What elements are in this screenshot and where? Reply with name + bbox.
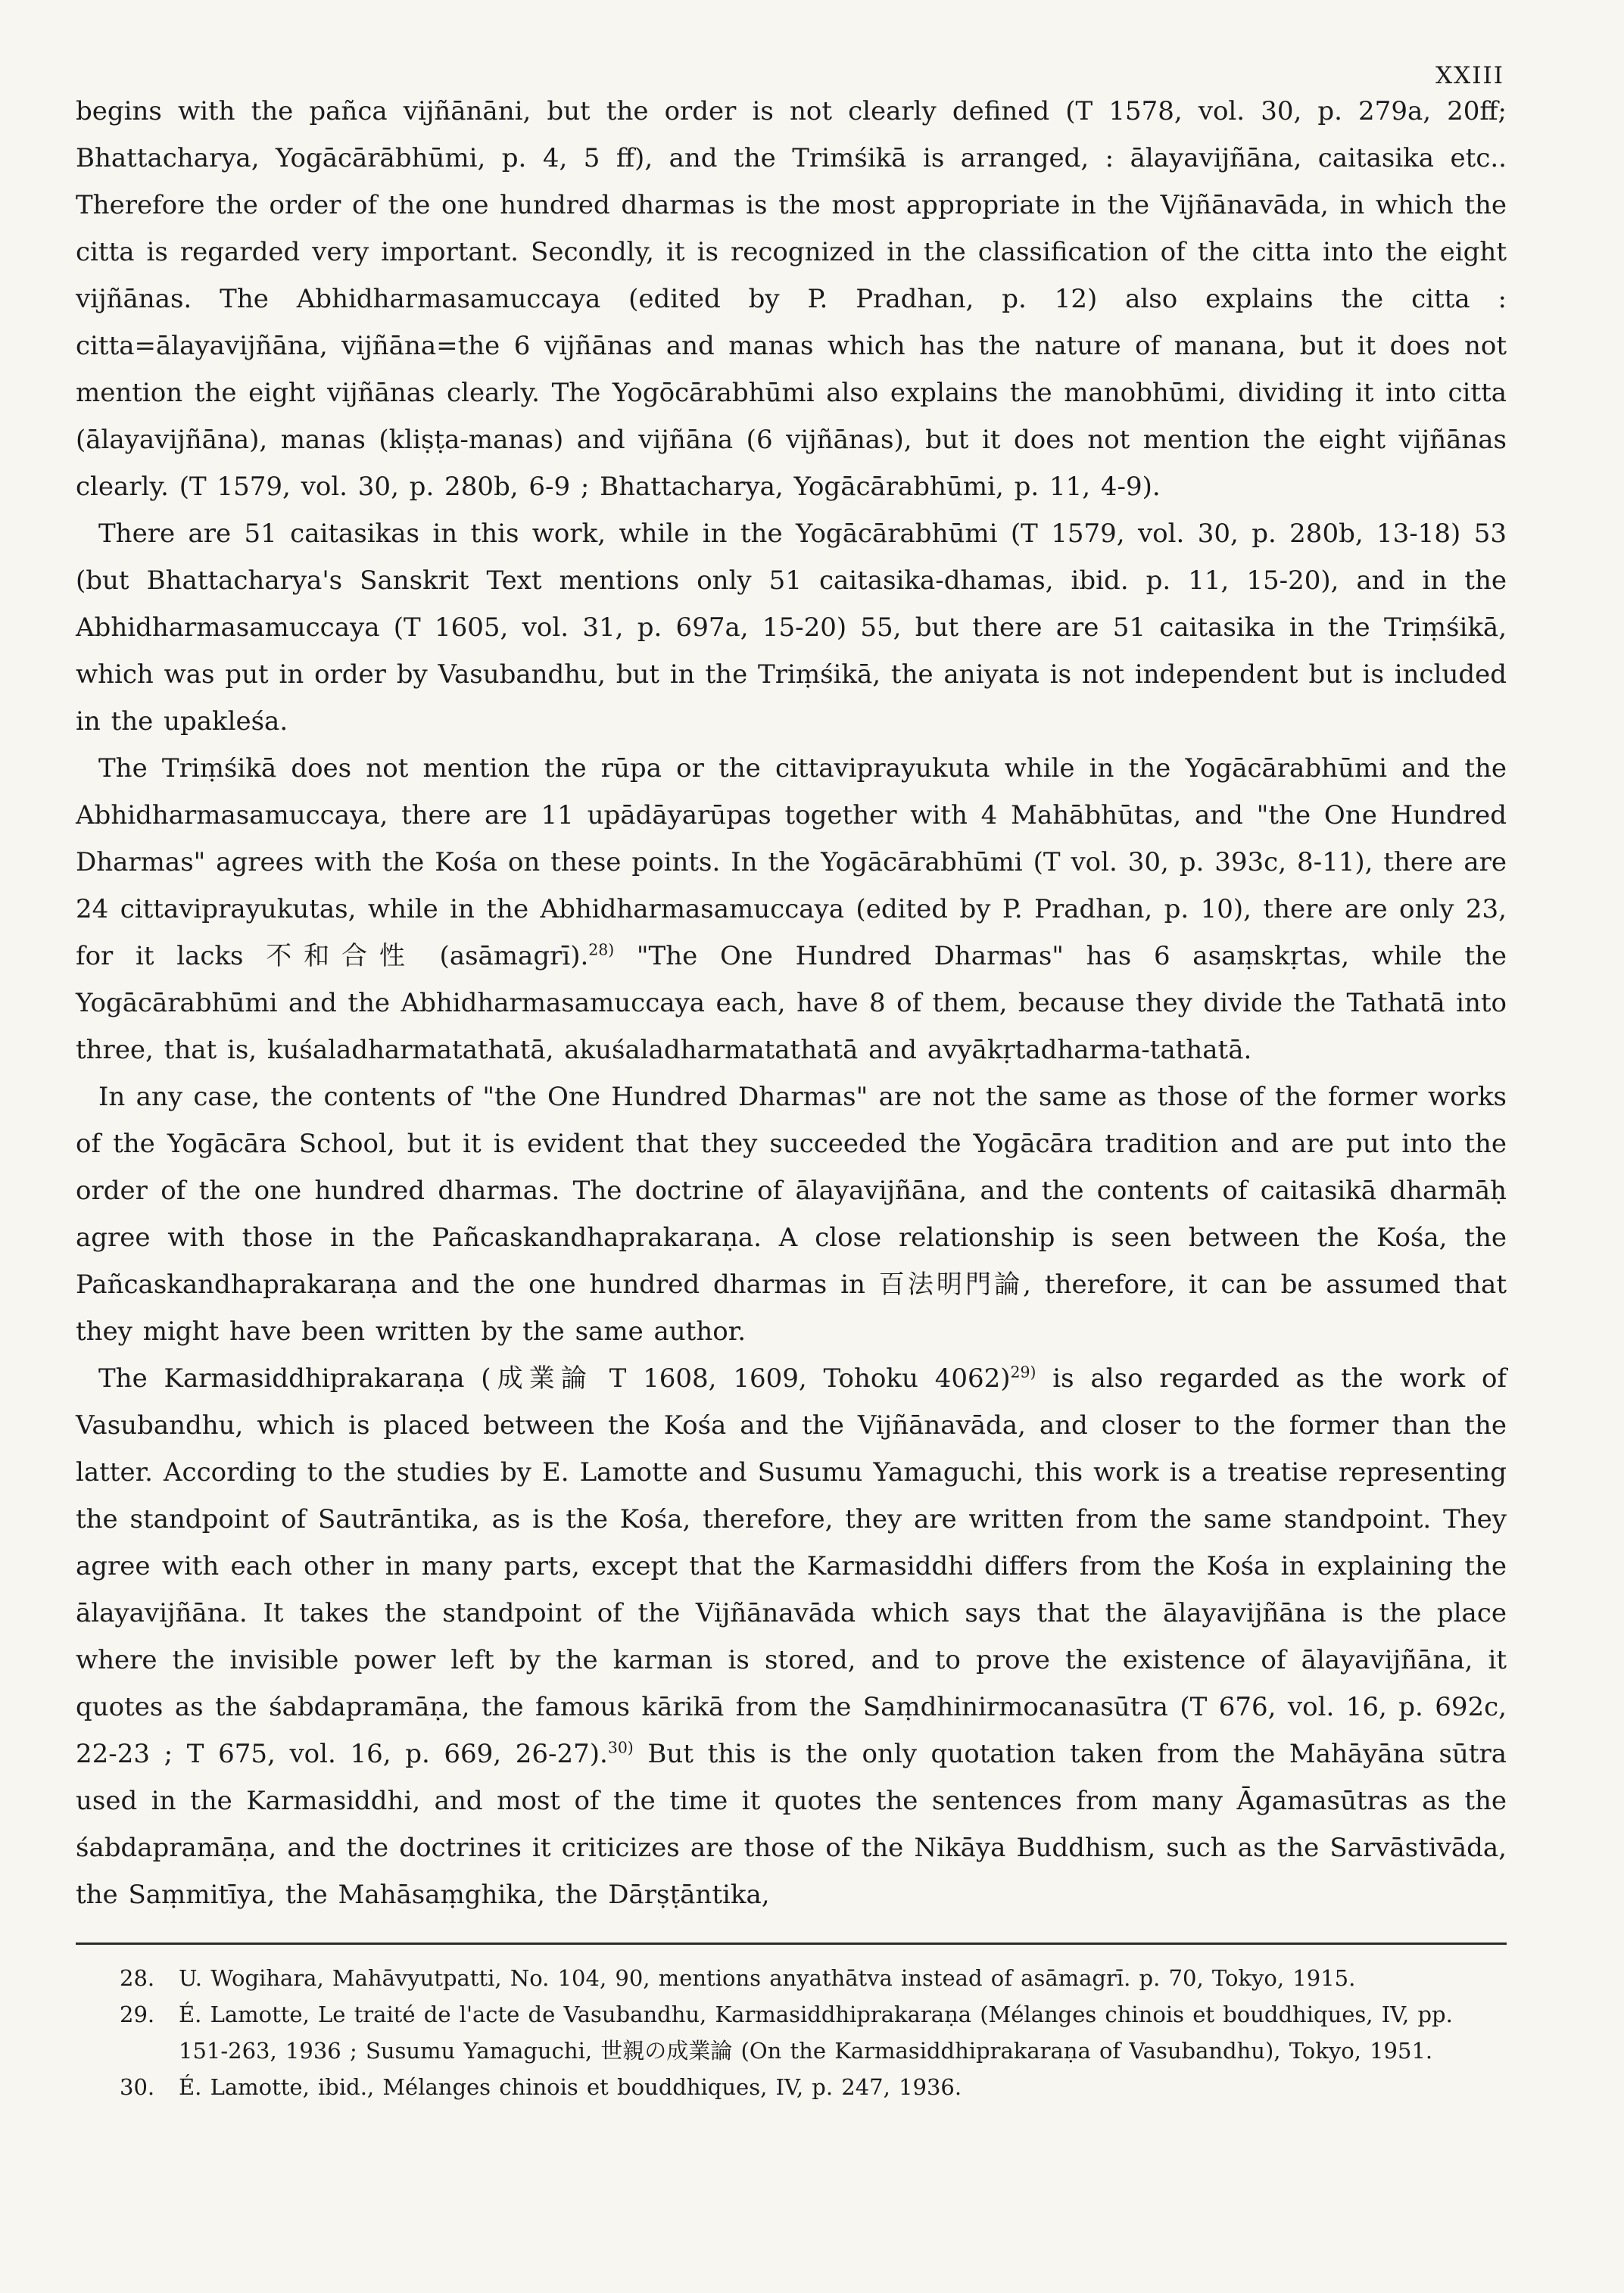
paragraph-2: [76, 510, 1507, 745]
paragraph-5-text-cont-2: But this is the only quotation taken from the Mahāyāna sūtra used in the Karmasiddhi, and most of the time it quotes the sentences from many Āgamasūtras as the śabdapramāṇa, and the doctrines it criticizes are those of the Nikāya Buddhism, such as the Sarvāstivāda, the Saṃmitīya, the Mahāsaṃghika, the Dārṣṭāntika,: [76, 1739, 1507, 1910]
footnote-text: É. Lamotte, ibid., Mélanges chinois et bouddhiques, IV, p. 247, 1936.: [179, 2074, 962, 2100]
paragraph-4: [76, 1073, 1507, 1355]
footnote-28: [120, 1960, 1507, 1996]
paragraph-5-text-cont: is also regarded as the work of Vasubandhu, which is placed between the Kośa and the Vijñānavāda, and closer to the former than the latter. According to the studies by E. Lamotte and Susumu Yamaguchi, this work is a treatise representing the standpoint of Sautrāntika, as is the Kośa, therefore, they are written from the same standpoint. They agree with each other in many parts, except that the Karmasiddhi differs from the Kośa in explaining the ālayavijñāna. It takes the standpoint of the Vijñānavāda which says that the ālayavijñāna is the place where the invisible power left by the karman is stored, and to prove the existence of ālayavijñāna, it quotes as the śabdapramāṇa, the famous kārikā from the Saṃdhinirmocanasūtra (T 676, vol. 16, p. 692c, 22-23 ; T 675, vol. 16, p. 669, 26-27).: [76, 1363, 1507, 1769]
paragraph-5-text: The Karmasiddhiprakaraṇa (成業論 T 1608, 1609, Tohoku 4062): [98, 1363, 1011, 1394]
body-text: [76, 88, 1507, 1918]
footnote-ref-30: 30): [607, 1738, 634, 1757]
paragraph-3-text: The Triṃśikā does not mention the rūpa or the cittaviprayukuta while in the Yogācārabhūmi and the Abhidharmasamuccaya, there are 11 upādāyarūpas together with 4 Mahābhūtas, and "the One Hundred Dharmas" agrees with the Kośa on these points. In the Yogācārabhūmi (T vol. 30, p. 393c, 8-11), there are 24 cittaviprayukutas, while in the Abhidharmasamuccaya (edited by P. Pradhan, p. 10), there are only 23, for it lacks 不和合性 (asāmagrī).: [76, 753, 1507, 971]
footnote-number: 29.: [120, 2002, 155, 2027]
footnote-30: [120, 2069, 1507, 2105]
footnote-text: U. Wogihara, Mahāvyutpatti, No. 104, 90, mentions anyathātva instead of asāmagrī. p. 70, Tokyo, 1915.: [179, 1965, 1356, 1991]
paragraph-3-text-cont: "The One Hundred Dharmas" has 6 asaṃskṛtas, while the Yogācārabhūmi and the Abhidharmasamuccaya each, have 8 of them, because they divide the Tathatā into three, that is, kuśaladharmatathatā, akuśaladharmatathatā and avyākṛtadharma-tathatā.: [76, 941, 1507, 1065]
footnote-29: [120, 1996, 1507, 2069]
paragraph-1: [76, 88, 1507, 510]
footnote-ref-28: 28): [588, 940, 615, 959]
paragraph-2-text: There are 51 caitasikas in this work, while in the Yogācārabhūmi (T 1579, vol. 30, p. 280b, 13-18) 53 (but Bhattacharya's Sanskrit Text mentions only 51 caitasika-dhamas, ibid. p. 11, 15-20), and in the Abhidharmasamuccaya (T 1605, vol. 31, p. 697a, 15-20) 55, but there are 51 caitasika in the Triṃśikā, which was put in order by Vasubandhu, but in the Triṃśikā, the aniyata is not independent but is included in the upakleśa.: [76, 519, 1507, 737]
paragraph-3: [76, 745, 1507, 1073]
footnote-number: 30.: [120, 2074, 155, 2100]
footnote-text: É. Lamotte, Le traité de l'acte de Vasubandhu, Karmasiddhiprakaraṇa (Mélanges chinois et bouddhiques, IV, pp. 151-263, 1936 ; Susumu Yamaguchi, 世親の成業論 (On the Karmasiddhiprakaraṇa of Vasubandhu), Tokyo, 1951.: [179, 2002, 1453, 2064]
footnote-ref-29: 29): [1010, 1363, 1036, 1382]
footnote-divider: [76, 1943, 1507, 1945]
paragraph-4-text: In any case, the contents of "the One Hundred Dharmas" are not the same as those of the former works of the Yogācāra School, but it is evident that they succeeded the Yogācāra tradition and are put into the order of the one hundred dharmas. The doctrine of ālayavijñāna, and the contents of caitasikā dharmāḥ agree with those in the Pañcaskandhaprakaraṇa. A close relationship is seen between the Kośa, the Pañcaskandhaprakaraṇa and the one hundred dharmas in 百法明門論, therefore, it can be assumed that they might have been written by the same author.: [76, 1082, 1507, 1347]
page-number: XXIII: [1435, 62, 1504, 89]
paragraph-5: [76, 1355, 1507, 1918]
footnote-number: 28.: [120, 1965, 155, 1991]
paragraph-1-text: begins with the pañca vijñānāni, but the order is not clearly defined (T 1578, vol. 30, p. 279a, 20ff; Bhattacharya, Yogācārābhūmi, p. 4, 5 ff), and the Trimśikā is arranged, : ālayavijñāna, caitasika etc.. Therefore the order of the one hundred dharmas is the most appropriate in the Vijñānavāda, in which the citta is regarded very important. Secondly, it is recognized in the classification of the citta into the eight vijñānas. The Abhidharmasamuccaya (edited by P. Pradhan, p. 12) also explains the citta : citta=ālayavijñāna, vijñāna=the 6 vijñānas and manas which has the nature of manana, but it does not mention the eight vijñānas clearly. The Yogōcārabhūmi also explains the manobhūmi, dividing it into citta (ālayavijñāna), manas (kliṣṭa-manas) and vijñāna (6 vijñānas), but it does not mention the eight vijñānas clearly. (T 1579, vol. 30, p. 280b, 6-9 ; Bhattacharya, Yogācārabhūmi, p. 11, 4-9).: [76, 96, 1507, 502]
footnotes-section: [76, 1943, 1507, 2105]
